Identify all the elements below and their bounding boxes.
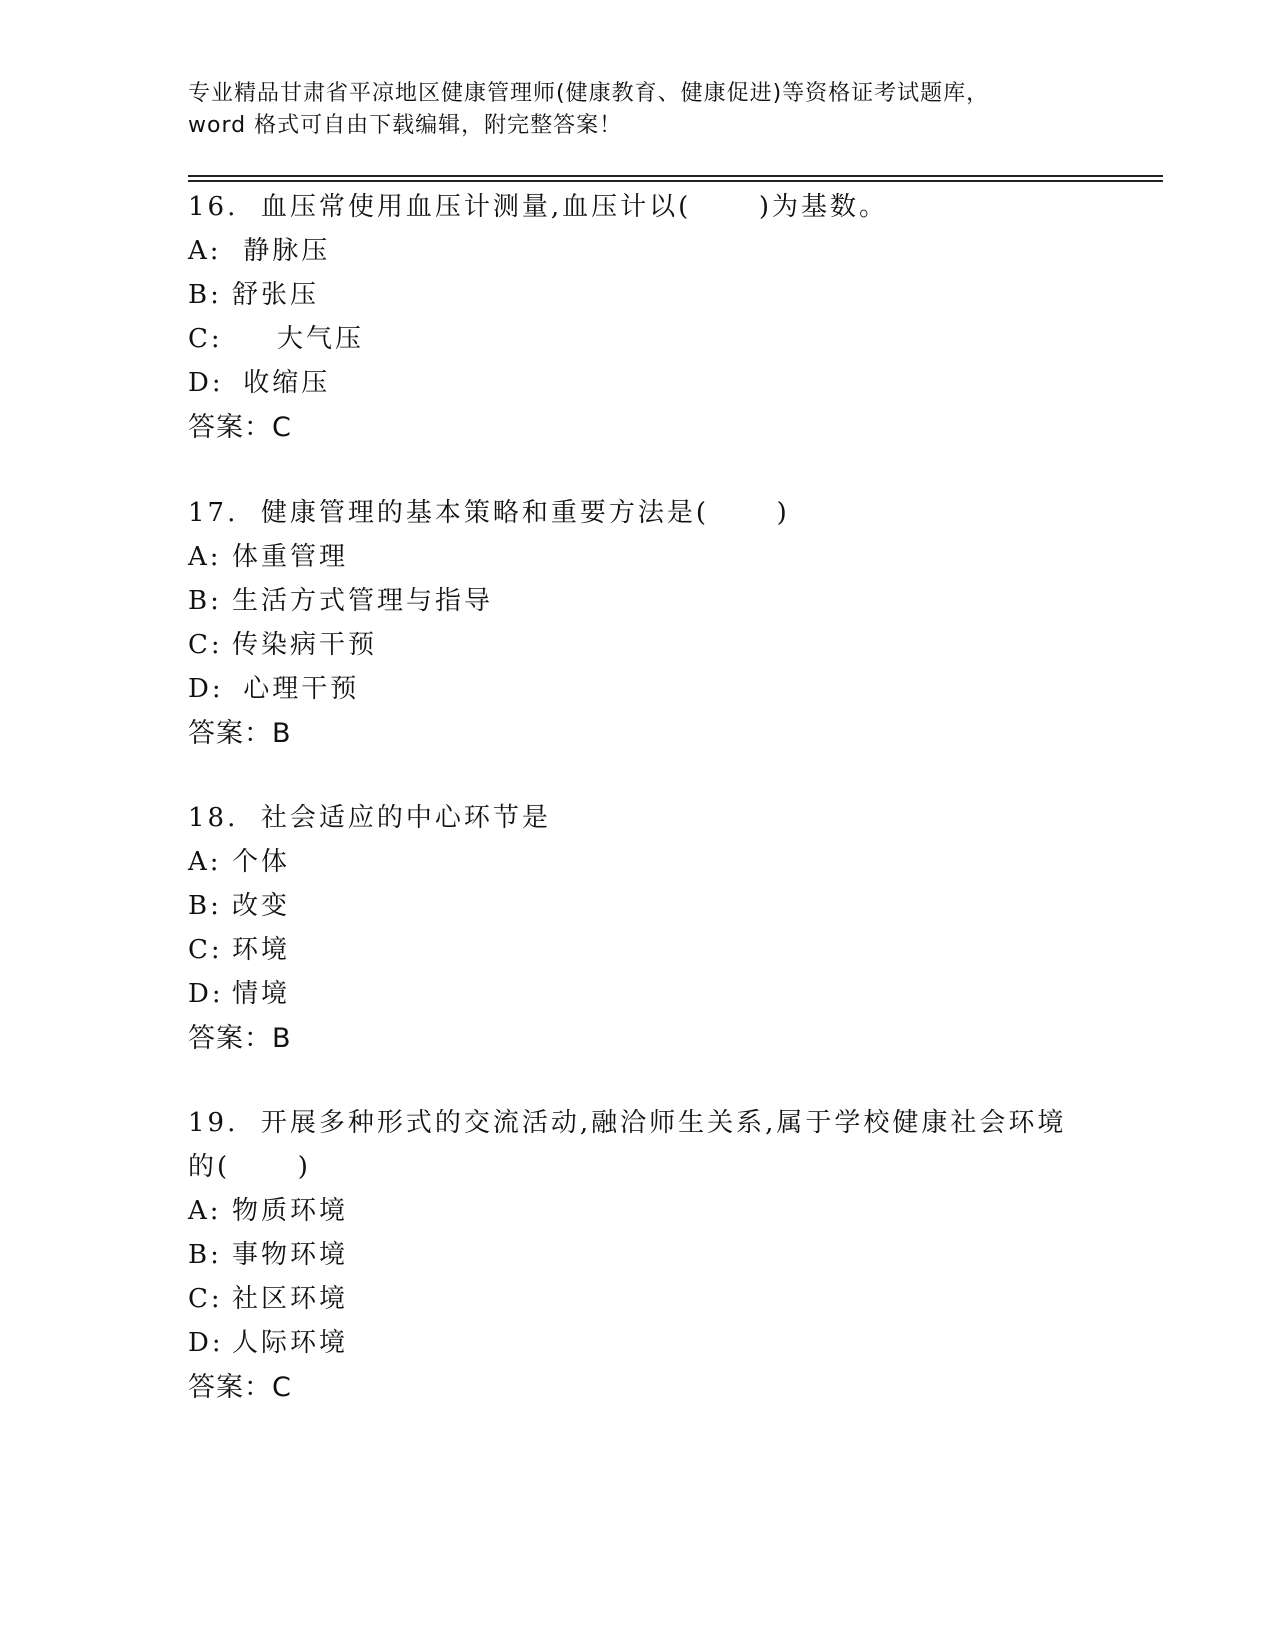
option-text: 物质环境 xyxy=(232,1196,349,1226)
option-text: 大气压 xyxy=(232,324,365,354)
question-17-option-b xyxy=(188,580,493,617)
option-text: 传染病干预 xyxy=(232,630,378,660)
question-18-option-c xyxy=(188,929,290,966)
option-label: D: xyxy=(188,979,224,1009)
question-18-stem: 18. 社会适应的中心环节是 xyxy=(188,803,551,833)
question-16-option-a xyxy=(188,230,330,267)
option-text: 人际环境 xyxy=(232,1328,349,1358)
option-text: 收缩压 xyxy=(232,368,331,398)
option-text: 社区环境 xyxy=(232,1284,349,1314)
question-19-option-c xyxy=(188,1278,348,1315)
option-label: B: xyxy=(188,1240,222,1270)
option-label: A: xyxy=(188,236,222,266)
question-18-option-d xyxy=(188,973,290,1010)
option-text: 事物环境 xyxy=(232,1240,349,1270)
question-18-option-a xyxy=(188,841,290,878)
option-label: C: xyxy=(188,324,223,354)
header-line-1: 专业精品甘肃省平凉地区健康管理师(健康教育、健康促进)等资格证考试题库， xyxy=(188,81,990,106)
question-16-stem: 16. 血压常使用血压计测量,血压计以( )为基数。 xyxy=(188,192,889,222)
option-label: A: xyxy=(188,847,222,877)
option-label: A: xyxy=(188,1196,222,1226)
question-16-answer: 答案：C xyxy=(188,412,292,443)
option-text: 改变 xyxy=(232,891,291,921)
option-text: 生活方式管理与指导 xyxy=(232,586,494,616)
option-text: 静脉压 xyxy=(232,236,331,266)
option-text: 环境 xyxy=(232,935,291,965)
question-18-option-b xyxy=(188,885,290,922)
question-17-option-a xyxy=(188,536,348,573)
option-label: B: xyxy=(188,586,222,616)
question-19-option-d xyxy=(188,1322,348,1359)
option-label: B: xyxy=(188,891,222,921)
header-line-2: word 格式可自由下载编辑，附完整答案！ xyxy=(188,113,623,138)
option-text: 舒张压 xyxy=(232,280,320,310)
question-17-option-c xyxy=(188,624,377,661)
question-19-stem-line-1: 19. 开展多种形式的交流活动,融洽师生关系,属于学校健康社会环境 xyxy=(188,1108,1067,1138)
option-text: 体重管理 xyxy=(232,542,349,572)
option-label: D: xyxy=(188,674,224,704)
option-label: C: xyxy=(188,1284,223,1314)
question-17-option-d xyxy=(188,668,359,705)
question-19-option-a xyxy=(188,1190,348,1227)
option-label: C: xyxy=(188,630,223,660)
option-label: A: xyxy=(188,542,222,572)
question-19-stem-line-2: 的( ) xyxy=(188,1152,311,1182)
header-rule-bottom xyxy=(188,180,1163,182)
option-text: 心理干预 xyxy=(232,674,360,704)
option-text: 个体 xyxy=(232,847,291,877)
option-label: C: xyxy=(188,935,223,965)
header-rule-top xyxy=(188,175,1163,177)
question-19-option-b xyxy=(188,1234,348,1271)
question-17-answer: 答案：B xyxy=(188,718,292,749)
question-16-option-d xyxy=(188,362,330,399)
question-18-answer: 答案：B xyxy=(188,1023,292,1054)
question-17-stem: 17. 健康管理的基本策略和重要方法是( ) xyxy=(188,498,790,528)
question-16-option-b xyxy=(188,274,319,311)
option-label: D: xyxy=(188,1328,224,1358)
option-label: B: xyxy=(188,280,222,310)
option-label: D: xyxy=(188,368,224,398)
option-text: 情境 xyxy=(232,979,291,1009)
question-16-option-c xyxy=(188,318,364,355)
question-19-answer: 答案：C xyxy=(188,1372,292,1403)
